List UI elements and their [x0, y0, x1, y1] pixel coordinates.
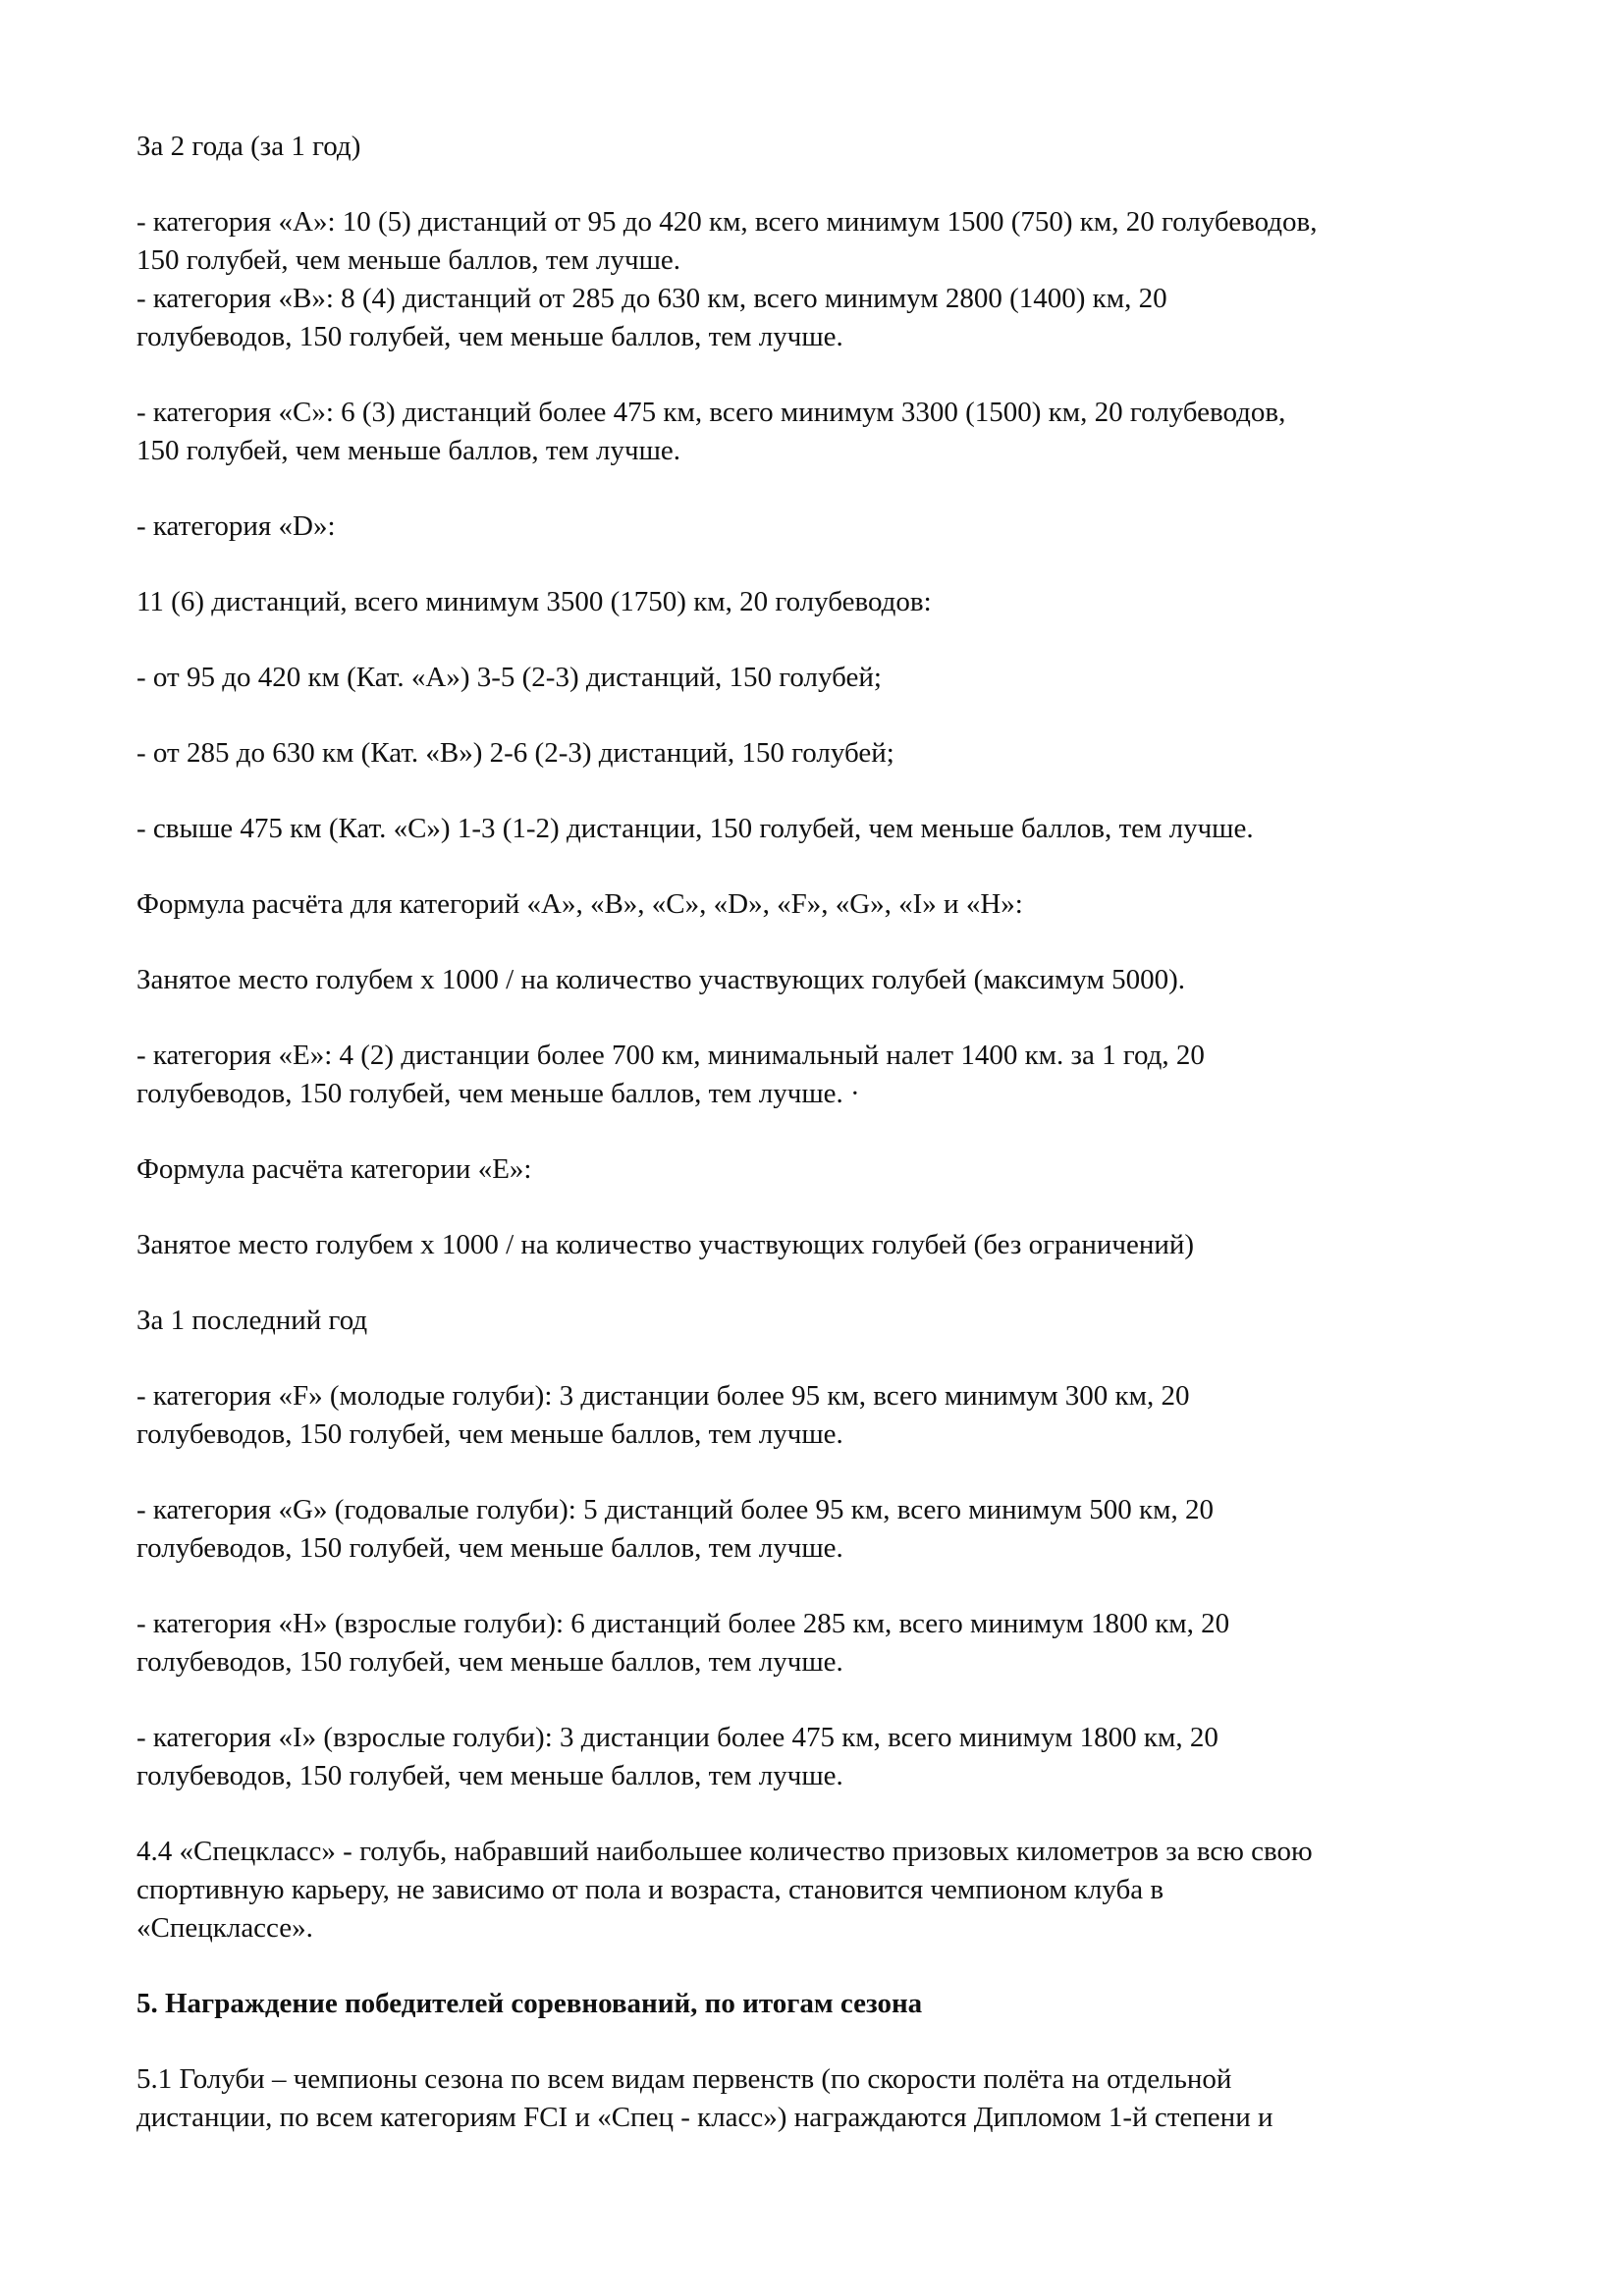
text-line: голубеводов, 150 голубей, чем меньше баллов, тем лучше. [136, 1532, 843, 1564]
text-line: Занятое место голубем х 1000 / на количество участвующих голубей (без ограничений) [136, 1229, 1195, 1260]
paragraph [136, 583, 1531, 621]
text-line: голубеводов, 150 голубей, чем меньше баллов, тем лучше. [136, 321, 843, 352]
text-line: За 2 года (за 1 год) [136, 131, 361, 162]
text-line: - категория «D»: [136, 510, 336, 542]
text-line: 150 голубей, чем меньше баллов, тем лучше. [136, 435, 681, 466]
text-line: голубеводов, 150 голубей, чем меньше баллов, тем лучше. · [136, 1078, 860, 1109]
text-line: голубеводов, 150 голубей, чем меньше баллов, тем лучше. [136, 1646, 843, 1678]
text-line: - свыше 475 км (Кат. «С») 1-3 (1-2) дистанции, 150 голубей, чем меньше баллов, тем лучше. [136, 813, 1254, 844]
paragraph [136, 1377, 1531, 1454]
text-line: дистанции, по всем категориям FCI и «Спец - класс») награждаются Дипломом 1-й степени и [136, 2102, 1273, 2133]
text-line: голубеводов, 150 голубей, чем меньше баллов, тем лучше. [136, 1418, 843, 1450]
paragraph [136, 1302, 1531, 1340]
paragraph [136, 659, 1531, 697]
paragraph [136, 1150, 1531, 1189]
paragraph [136, 1605, 1531, 1682]
paragraph [136, 1037, 1531, 1113]
text-line: «Спецклассе». [136, 1912, 313, 1944]
text-line: 4.4 «Спецкласс» - голубь, набравший наибольшее количество призовых километров за всю свою [136, 1836, 1313, 1867]
text-line: 5.1 Голуби – чемпионы сезона по всем видам первенств (по скорости полёта на отдельной [136, 2063, 1232, 2095]
paragraph [136, 203, 1531, 280]
text-line: За 1 последний год [136, 1305, 368, 1336]
text-line: - категория «G» (годовалые голуби): 5 дистанций более 95 км, всего минимум 500 км, 20 [136, 1494, 1214, 1525]
paragraph [136, 507, 1531, 546]
paragraph [136, 961, 1531, 999]
text-line: - категория «С»: 6 (3) дистанций более 475 км, всего минимум 3300 (1500) км, 20 голубеводов, [136, 397, 1286, 428]
text-line: спортивную карьеру, не зависимо от пола и возраста, становится чемпионом клуба в [136, 1874, 1164, 1905]
text-line: Формула расчёта для категорий «А», «В», «С», «D», «F», «G», «I» и «H»: [136, 888, 1023, 920]
paragraph [136, 1833, 1531, 1948]
text-line: - категория «В»: 8 (4) дистанций от 285 до 630 км, всего минимум 2800 (1400) км, 20 [136, 283, 1167, 314]
text-line: 5. Награждение победителей соревнований, по итогам сезона [136, 1988, 923, 2019]
section-heading [136, 1985, 1531, 2023]
text-line: голубеводов, 150 голубей, чем меньше баллов, тем лучше. [136, 1760, 843, 1791]
text-line: - от 285 до 630 км (Кат. «В») 2-6 (2-3) дистанций, 150 голубей; [136, 737, 894, 769]
text-line: - категория «Е»: 4 (2) дистанции более 700 км, минимальный налет 1400 км. за 1 год, 20 [136, 1040, 1205, 1071]
paragraph [136, 810, 1531, 848]
text-line: Занятое место голубем х 1000 / на количество участвующих голубей (максимум 5000). [136, 964, 1186, 995]
paragraph [136, 1719, 1531, 1795]
text-line: - категория «F» (молодые голуби): 3 дистанции более 95 км, всего минимум 300 км, 20 [136, 1380, 1190, 1412]
text-line: Формула расчёта категории «Е»: [136, 1153, 532, 1185]
text-line: 150 голубей, чем меньше баллов, тем лучше. [136, 244, 681, 276]
paragraph [136, 885, 1531, 924]
text-line: 11 (6) дистанций, всего минимум 3500 (1750) км, 20 голубеводов: [136, 586, 932, 617]
paragraph [136, 1491, 1531, 1568]
paragraph [136, 2060, 1531, 2137]
paragraph [136, 734, 1531, 773]
text-line: - категория «I» (взрослые голуби): 3 дистанции более 475 км, всего минимум 1800 км, 20 [136, 1722, 1218, 1753]
document-page [136, 128, 1531, 2174]
paragraph [136, 1226, 1531, 1264]
text-line: - категория «Н» (взрослые голуби): 6 дистанций более 285 км, всего минимум 1800 км, 20 [136, 1608, 1230, 1639]
paragraph [136, 394, 1531, 470]
text-line: - категория «А»: 10 (5) дистанций от 95 до 420 км, всего минимум 1500 (750) км, 20 голубеводов, [136, 206, 1318, 238]
paragraph [136, 280, 1531, 356]
paragraph [136, 128, 1531, 166]
text-line: - от 95 до 420 км (Кат. «А») 3-5 (2-3) дистанций, 150 голубей; [136, 662, 882, 693]
